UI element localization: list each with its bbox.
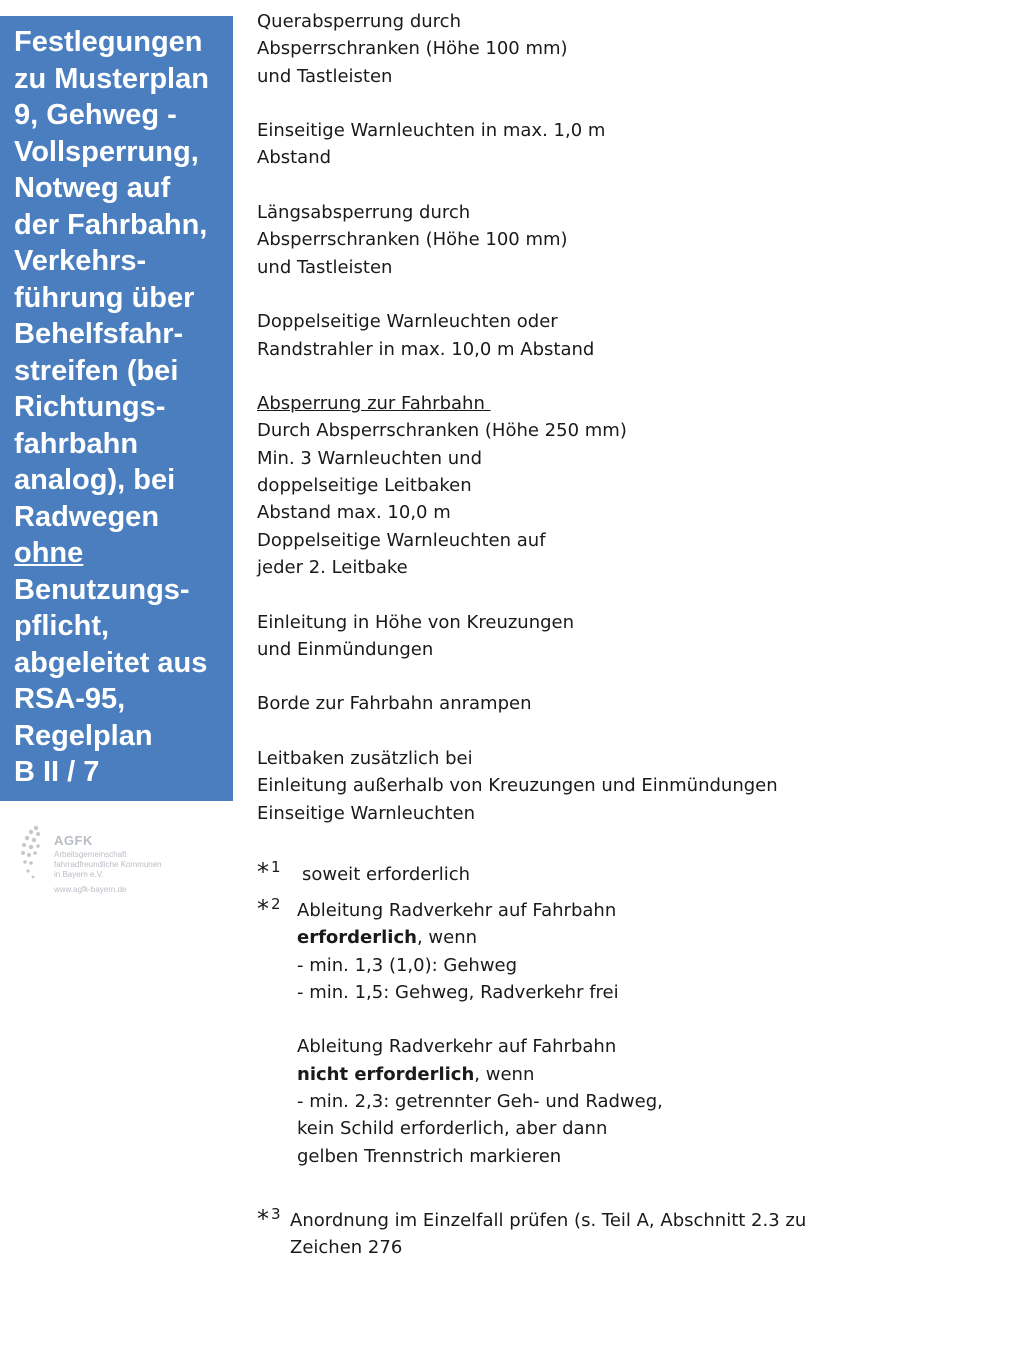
text-line: gelben Trennstrich markieren [297, 1145, 562, 1167]
title-line: Notweg auf [14, 172, 171, 204]
agfk-logo [18, 818, 188, 898]
text-line: Einleitung außerhalb von Kreuzungen und Einmündungen [257, 775, 778, 797]
title-line: Regelplan [14, 719, 153, 752]
text-line: Abstand max. 10,0 m [257, 502, 451, 524]
text-line: - min. 1,3 (1,0): Gehweg [297, 954, 518, 976]
title-line: zu Musterplan [14, 62, 209, 95]
title-line: abgeleitet aus [14, 646, 208, 679]
text-line: Einseitige Warnleuchten in max. 1,0 m [257, 120, 606, 142]
text-line: Abstand [257, 147, 332, 169]
text-line: Anordnung im Einzelfall prüfen (s. Teil A, Abschnitt 2.3 zu [290, 1210, 807, 1231]
title-line: fahrbahn [14, 427, 139, 460]
text-line: Doppelseitige Warnleuchten oder [257, 311, 558, 333]
text-line: Längsabsperrung durch [257, 202, 471, 224]
title-line: führung über [14, 281, 195, 314]
title-line: streifen (bei [14, 354, 179, 387]
text-line: Ableitung Radverkehr auf Fahrbahn [297, 900, 617, 921]
title-line: Richtungs- [14, 391, 166, 423]
section-heading: Absperrung zur Fahrbahn [257, 393, 491, 415]
text-line: erforderlich, wenn [297, 927, 478, 949]
footnote-marker: * $^2$ [257, 895, 281, 923]
logo-name: AGFK [54, 833, 93, 848]
title-line: Festlegungen [14, 26, 203, 58]
title-line: pflicht, [14, 610, 110, 642]
text-line: Einleitung in Höhe von Kreuzungen [257, 611, 575, 633]
page-title [14, 24, 233, 791]
specification-text [257, 8, 997, 827]
text-line: - min. 1,5: Gehweg, Radverkehr frei [297, 981, 619, 1003]
title-line: Verkehrs- [14, 245, 147, 277]
text-line: Borde zur Fahrbahn anrampen [257, 693, 532, 715]
logo-url: www.agfk-bayern.de [54, 885, 127, 894]
title-panel [0, 16, 233, 801]
text-line: Querabsperrung durch [257, 11, 461, 32]
title-line: Vollsperrung, [14, 135, 199, 168]
footnote-marker: * $^3$ [257, 1205, 281, 1233]
text-line: Zeichen 276 [290, 1237, 403, 1259]
logo-subtitle-line: fahrradfreundliche Kommunen [54, 860, 162, 869]
title-line: RSA-95, [14, 683, 126, 715]
text-line: kein Schild erforderlich, aber dann [297, 1118, 608, 1140]
text-line: und Tastleisten [257, 256, 393, 278]
text-line: und Einmündungen [257, 638, 434, 660]
title-line: 9, Gehweg - [14, 99, 177, 131]
title-line: Radwegen [14, 500, 160, 533]
title-line: Behelfsfahr- [14, 318, 184, 350]
text-line: Absperrschranken (Höhe 100 mm) [257, 229, 568, 251]
logo-subtitle [54, 850, 194, 880]
text-line: jeder 2. Leitbake [257, 556, 408, 578]
text-line: - min. 2,3: getrennter Geh- und Radweg, [297, 1091, 663, 1113]
logo-subtitle-line: in Bayern e.V. [54, 870, 104, 879]
text-line: soweit erforderlich [302, 864, 471, 885]
title-line: analog), bei [14, 464, 176, 496]
text-line: Randstrahler in max. 10,0 m Abstand [257, 338, 595, 360]
footnote-marker: * $^1$ [257, 858, 281, 886]
title-line: B II / 7 [14, 756, 100, 788]
text-line: Ableitung Radverkehr auf Fahrbahn [297, 1036, 617, 1058]
text-line: doppelseitige Leitbaken [257, 475, 472, 497]
text-line: Einseitige Warnleuchten [257, 802, 476, 824]
logo-subtitle-line: Arbeitsgemeinschaft [54, 850, 127, 859]
title-line: der Fahrbahn, [14, 208, 208, 241]
text-line: Absperrschranken (Höhe 100 mm) [257, 38, 568, 60]
text-line: Doppelseitige Warnleuchten auf [257, 529, 546, 551]
text-line: Leitbaken zusätzlich bei [257, 748, 473, 770]
agfk-logo-icon [18, 822, 48, 882]
text-line: Durch Absperrschranken (Höhe 250 mm) [257, 420, 627, 442]
text-line: und Tastleisten [257, 65, 393, 87]
text-line: Min. 3 Warnleuchten und [257, 447, 483, 469]
title-line-underlined: ohne [14, 537, 84, 569]
text-line: nicht erforderlich, wenn [297, 1063, 535, 1085]
title-line: Benutzungs- [14, 573, 190, 606]
